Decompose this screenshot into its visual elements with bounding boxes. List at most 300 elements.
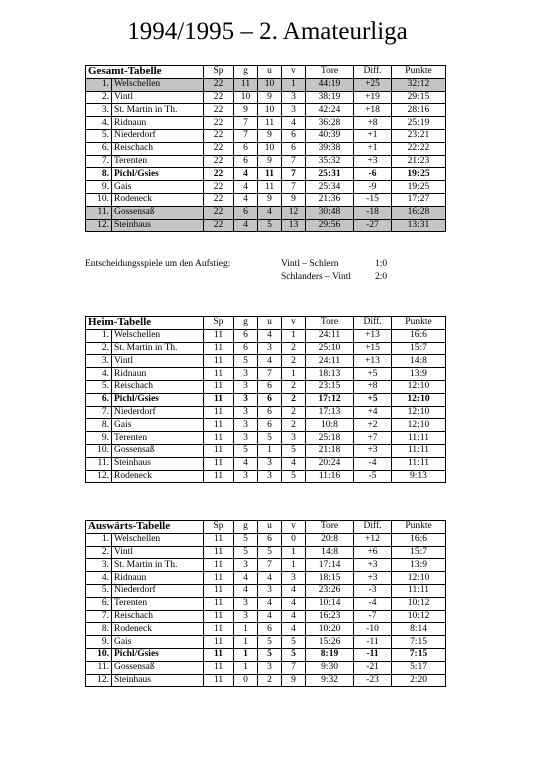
punkte-cell: 7:15 (392, 636, 446, 649)
table-row (86, 610, 446, 623)
v-cell: 5 (282, 470, 306, 483)
table-row (86, 584, 446, 597)
punkte-cell: 23:21 (392, 129, 446, 142)
g-cell: 3 (234, 419, 258, 432)
sp-cell: 11 (204, 406, 234, 419)
sp-cell: 11 (204, 610, 234, 623)
sp-cell: 11 (204, 623, 234, 636)
punkte-cell: 17:27 (392, 193, 446, 206)
v-cell: 1 (282, 559, 306, 572)
table-row (86, 380, 446, 393)
punkte-cell: 19:25 (392, 168, 446, 181)
rank-cell: 2. (86, 342, 112, 355)
sp-cell: 22 (204, 78, 234, 91)
column-header: u (258, 521, 282, 534)
u-cell: 4 (258, 572, 282, 585)
tore-cell: 9:30 (306, 661, 354, 674)
u-cell: 3 (258, 342, 282, 355)
tore-cell: 36:28 (306, 117, 354, 130)
u-cell: 6 (258, 393, 282, 406)
sp-cell: 11 (204, 584, 234, 597)
sp-cell: 22 (204, 117, 234, 130)
tore-cell: 39:38 (306, 142, 354, 155)
v-cell: 1 (282, 78, 306, 91)
u-cell: 9 (258, 155, 282, 168)
v-cell: 4 (282, 457, 306, 470)
table-row (86, 117, 446, 130)
g-cell: 11 (234, 78, 258, 91)
diff-cell: +3 (354, 155, 392, 168)
tore-cell: 25:10 (306, 342, 354, 355)
team-cell: Vintl (112, 355, 204, 368)
table-row (86, 129, 446, 142)
table-row (86, 342, 446, 355)
g-cell: 4 (234, 168, 258, 181)
u-cell: 6 (258, 380, 282, 393)
tore-cell: 21:36 (306, 193, 354, 206)
g-cell: 3 (234, 610, 258, 623)
v-cell: 7 (282, 661, 306, 674)
sp-cell: 11 (204, 636, 234, 649)
v-cell: 9 (282, 674, 306, 687)
diff-cell: +13 (354, 329, 392, 342)
rank-cell: 4. (86, 117, 112, 130)
team-cell: Niederdorf (112, 584, 204, 597)
u-cell: 2 (258, 674, 282, 687)
team-cell: Gais (112, 419, 204, 432)
rank-cell: 3. (86, 559, 112, 572)
v-cell: 5 (282, 444, 306, 457)
team-cell: Welschellen (112, 533, 204, 546)
diff-cell: +18 (354, 104, 392, 117)
v-cell: 5 (282, 636, 306, 649)
sp-cell: 11 (204, 470, 234, 483)
team-cell: Pichl/Gsies (112, 168, 204, 181)
team-cell: Welschellen (112, 329, 204, 342)
punkte-cell: 29:15 (392, 91, 446, 104)
sp-cell: 11 (204, 380, 234, 393)
diff-cell: +4 (354, 406, 392, 419)
team-cell: Gossensaß (112, 206, 204, 219)
table-row (86, 636, 446, 649)
playoff-match: Vintl – Schlern (281, 259, 339, 269)
diff-cell: +5 (354, 393, 392, 406)
rank-cell: 6. (86, 142, 112, 155)
tore-cell: 18:15 (306, 572, 354, 585)
team-cell: Terenten (112, 432, 204, 445)
team-cell: Ridnaun (112, 117, 204, 130)
u-cell: 5 (258, 432, 282, 445)
table-row (86, 181, 446, 194)
punkte-cell: 5:17 (392, 661, 446, 674)
punkte-cell: 12:10 (392, 572, 446, 585)
tore-cell: 14:8 (306, 546, 354, 559)
diff-cell: +6 (354, 546, 392, 559)
rank-cell: 1. (86, 533, 112, 546)
diff-cell: +12 (354, 533, 392, 546)
tore-cell: 20:8 (306, 533, 354, 546)
tore-cell: 18:13 (306, 368, 354, 381)
team-cell: Rodeneck (112, 623, 204, 636)
g-cell: 3 (234, 432, 258, 445)
team-cell: Rodeneck (112, 470, 204, 483)
punkte-cell: 32:12 (392, 78, 446, 91)
v-cell: 3 (282, 432, 306, 445)
table-row (86, 419, 446, 432)
column-header: Diff. (354, 521, 392, 534)
column-header: v (282, 317, 306, 330)
g-cell: 3 (234, 406, 258, 419)
column-header: g (234, 317, 258, 330)
sp-cell: 11 (204, 674, 234, 687)
diff-cell: -10 (354, 623, 392, 636)
sp-cell: 11 (204, 355, 234, 368)
v-cell: 2 (282, 355, 306, 368)
column-header: g (234, 66, 258, 79)
sp-cell: 11 (204, 368, 234, 381)
tore-cell: 15:26 (306, 636, 354, 649)
u-cell: 9 (258, 129, 282, 142)
g-cell: 3 (234, 597, 258, 610)
playoff-note (85, 259, 445, 287)
column-header: Sp (204, 66, 234, 79)
team-cell: Ridnaun (112, 572, 204, 585)
u-cell: 6 (258, 623, 282, 636)
page-title: 1994/1995 – 2. Amateurliga (127, 18, 408, 45)
rank-cell: 11. (86, 457, 112, 470)
team-cell: Reischach (112, 380, 204, 393)
diff-cell: -11 (354, 648, 392, 661)
team-cell: Steinhaus (112, 457, 204, 470)
punkte-cell: 13:31 (392, 219, 446, 232)
team-cell: Reischach (112, 142, 204, 155)
tore-cell: 17:14 (306, 559, 354, 572)
g-cell: 3 (234, 470, 258, 483)
u-cell: 9 (258, 193, 282, 206)
u-cell: 10 (258, 104, 282, 117)
sp-cell: 22 (204, 181, 234, 194)
g-cell: 4 (234, 572, 258, 585)
v-cell: 2 (282, 419, 306, 432)
u-cell: 4 (258, 355, 282, 368)
g-cell: 4 (234, 181, 258, 194)
g-cell: 3 (234, 368, 258, 381)
team-cell: Gais (112, 636, 204, 649)
diff-cell: +15 (354, 342, 392, 355)
sp-cell: 11 (204, 533, 234, 546)
table-row (86, 572, 446, 585)
table-row (86, 470, 446, 483)
diff-cell: -23 (354, 674, 392, 687)
v-cell: 4 (282, 623, 306, 636)
punkte-cell: 8:14 (392, 623, 446, 636)
tore-cell: 16:23 (306, 610, 354, 623)
g-cell: 1 (234, 636, 258, 649)
diff-cell: +8 (354, 117, 392, 130)
v-cell: 3 (282, 91, 306, 104)
table-row (86, 444, 446, 457)
rank-cell: 12. (86, 674, 112, 687)
g-cell: 7 (234, 117, 258, 130)
column-header: Punkte (392, 66, 446, 79)
sp-cell: 22 (204, 155, 234, 168)
table-row (86, 597, 446, 610)
rank-cell: 3. (86, 355, 112, 368)
team-cell: Ridnaun (112, 368, 204, 381)
column-header: Diff. (354, 317, 392, 330)
column-header: Sp (204, 521, 234, 534)
table-row (86, 457, 446, 470)
punkte-cell: 13:9 (392, 559, 446, 572)
u-cell: 6 (258, 419, 282, 432)
team-cell: Niederdorf (112, 406, 204, 419)
sp-cell: 11 (204, 432, 234, 445)
g-cell: 0 (234, 674, 258, 687)
punkte-cell: 12:10 (392, 406, 446, 419)
v-cell: 7 (282, 155, 306, 168)
table-row (86, 206, 446, 219)
table-row (86, 559, 446, 572)
g-cell: 5 (234, 546, 258, 559)
column-header: v (282, 66, 306, 79)
table-row (86, 546, 446, 559)
table-header-row (86, 66, 446, 79)
v-cell: 2 (282, 393, 306, 406)
rank-cell: 8. (86, 623, 112, 636)
v-cell: 1 (282, 329, 306, 342)
rank-cell: 5. (86, 584, 112, 597)
column-header: Tore (306, 521, 354, 534)
punkte-cell: 10:12 (392, 610, 446, 623)
sp-cell: 22 (204, 129, 234, 142)
tore-cell: 21:18 (306, 444, 354, 457)
team-cell: Pichl/Gsies (112, 393, 204, 406)
table-row (86, 219, 446, 232)
punkte-cell: 11:11 (392, 432, 446, 445)
rank-cell: 9. (86, 636, 112, 649)
diff-cell: +7 (354, 432, 392, 445)
u-cell: 5 (258, 219, 282, 232)
column-header: v (282, 521, 306, 534)
u-cell: 7 (258, 368, 282, 381)
table-row (86, 91, 446, 104)
diff-cell: -4 (354, 597, 392, 610)
playoff-label: Entscheidungsspiele um den Aufstieg: (85, 259, 231, 269)
diff-cell: -4 (354, 457, 392, 470)
v-cell: 4 (282, 117, 306, 130)
punkte-cell: 16:28 (392, 206, 446, 219)
tore-cell: 10:8 (306, 419, 354, 432)
diff-cell: +2 (354, 419, 392, 432)
rank-cell: 10. (86, 444, 112, 457)
team-cell: Vintl (112, 546, 204, 559)
diff-cell: -21 (354, 661, 392, 674)
sp-cell: 11 (204, 661, 234, 674)
rank-cell: 9. (86, 181, 112, 194)
v-cell: 3 (282, 572, 306, 585)
tore-cell: 10:20 (306, 623, 354, 636)
punkte-cell: 10:12 (392, 597, 446, 610)
column-header: Punkte (392, 521, 446, 534)
v-cell: 2 (282, 406, 306, 419)
g-cell: 7 (234, 129, 258, 142)
punkte-cell: 15:7 (392, 546, 446, 559)
diff-cell: -9 (354, 181, 392, 194)
table-title: Auswärts-Tabelle (86, 521, 204, 534)
tore-cell: 9:32 (306, 674, 354, 687)
diff-cell: +3 (354, 572, 392, 585)
u-cell: 3 (258, 470, 282, 483)
rank-cell: 7. (86, 610, 112, 623)
u-cell: 3 (258, 457, 282, 470)
diff-cell: -7 (354, 610, 392, 623)
g-cell: 3 (234, 393, 258, 406)
team-cell: Steinhaus (112, 674, 204, 687)
tore-cell: 23:26 (306, 584, 354, 597)
tore-cell: 42:24 (306, 104, 354, 117)
punkte-cell: 13:9 (392, 368, 446, 381)
u-cell: 11 (258, 168, 282, 181)
team-cell: St. Martin in Th. (112, 342, 204, 355)
v-cell: 4 (282, 610, 306, 623)
diff-cell: +19 (354, 91, 392, 104)
table-row (86, 329, 446, 342)
rank-cell: 7. (86, 406, 112, 419)
v-cell: 1 (282, 546, 306, 559)
u-cell: 9 (258, 91, 282, 104)
tore-cell: 24:11 (306, 355, 354, 368)
table-row (86, 104, 446, 117)
u-cell: 6 (258, 406, 282, 419)
table-header-row (86, 317, 446, 330)
u-cell: 4 (258, 597, 282, 610)
sp-cell: 11 (204, 329, 234, 342)
g-cell: 3 (234, 559, 258, 572)
column-header: Diff. (354, 66, 392, 79)
punkte-cell: 11:11 (392, 444, 446, 457)
sp-cell: 11 (204, 597, 234, 610)
table-row (86, 142, 446, 155)
rank-cell: 5. (86, 129, 112, 142)
u-cell: 5 (258, 546, 282, 559)
g-cell: 5 (234, 355, 258, 368)
g-cell: 5 (234, 533, 258, 546)
diff-cell: -15 (354, 193, 392, 206)
playoff-match: Schlanders – Vintl (281, 272, 351, 282)
rank-cell: 12. (86, 219, 112, 232)
sp-cell: 11 (204, 342, 234, 355)
u-cell: 10 (258, 78, 282, 91)
v-cell: 4 (282, 597, 306, 610)
punkte-cell: 12:10 (392, 393, 446, 406)
punkte-cell: 25:19 (392, 117, 446, 130)
team-cell: St. Martin in Th. (112, 104, 204, 117)
team-cell: Pichl/Gsies (112, 648, 204, 661)
column-header: u (258, 317, 282, 330)
sp-cell: 22 (204, 206, 234, 219)
tore-cell: 10:14 (306, 597, 354, 610)
u-cell: 10 (258, 142, 282, 155)
punkte-cell: 12:10 (392, 419, 446, 432)
team-cell: Reischach (112, 610, 204, 623)
punkte-cell: 16:6 (392, 533, 446, 546)
punkte-cell: 19:25 (392, 181, 446, 194)
tore-cell: 35:32 (306, 155, 354, 168)
playoff-result: 2:0 (375, 272, 388, 282)
sp-cell: 11 (204, 572, 234, 585)
table-row (86, 368, 446, 381)
sp-cell: 22 (204, 91, 234, 104)
team-cell: Vintl (112, 91, 204, 104)
u-cell: 5 (258, 648, 282, 661)
diff-cell: +13 (354, 355, 392, 368)
punkte-cell: 12:10 (392, 380, 446, 393)
v-cell: 6 (282, 142, 306, 155)
u-cell: 4 (258, 329, 282, 342)
table-row (86, 168, 446, 181)
table-title: Gesamt-Tabelle (86, 66, 204, 79)
u-cell: 4 (258, 206, 282, 219)
punkte-cell: 2:20 (392, 674, 446, 687)
g-cell: 3 (234, 380, 258, 393)
diff-cell: +3 (354, 444, 392, 457)
u-cell: 11 (258, 181, 282, 194)
tore-cell: 40:39 (306, 129, 354, 142)
g-cell: 9 (234, 104, 258, 117)
rank-cell: 8. (86, 419, 112, 432)
table-title: Heim-Tabelle (86, 317, 204, 330)
column-header: Tore (306, 66, 354, 79)
sp-cell: 22 (204, 193, 234, 206)
punkte-cell: 16:6 (392, 329, 446, 342)
tore-cell: 25:34 (306, 181, 354, 194)
table-row (86, 661, 446, 674)
rank-cell: 4. (86, 368, 112, 381)
heim-tabelle (85, 316, 446, 483)
team-cell: Rodeneck (112, 193, 204, 206)
v-cell: 0 (282, 533, 306, 546)
g-cell: 6 (234, 142, 258, 155)
diff-cell: +5 (354, 368, 392, 381)
diff-cell: +1 (354, 142, 392, 155)
tore-cell: 25:18 (306, 432, 354, 445)
table-row (86, 393, 446, 406)
sp-cell: 11 (204, 648, 234, 661)
g-cell: 6 (234, 329, 258, 342)
table-row (86, 674, 446, 687)
rank-cell: 6. (86, 393, 112, 406)
u-cell: 11 (258, 117, 282, 130)
sp-cell: 11 (204, 457, 234, 470)
table-row (86, 432, 446, 445)
rank-cell: 10. (86, 648, 112, 661)
g-cell: 1 (234, 623, 258, 636)
table-row (86, 193, 446, 206)
tore-cell: 24:11 (306, 329, 354, 342)
tore-cell: 11:16 (306, 470, 354, 483)
rank-cell: 1. (86, 329, 112, 342)
rank-cell: 5. (86, 380, 112, 393)
rank-cell: 11. (86, 206, 112, 219)
tore-cell: 25:31 (306, 168, 354, 181)
diff-cell: +8 (354, 380, 392, 393)
table-row (86, 406, 446, 419)
u-cell: 6 (258, 533, 282, 546)
u-cell: 7 (258, 559, 282, 572)
rank-cell: 6. (86, 597, 112, 610)
diff-cell: +1 (354, 129, 392, 142)
v-cell: 7 (282, 168, 306, 181)
